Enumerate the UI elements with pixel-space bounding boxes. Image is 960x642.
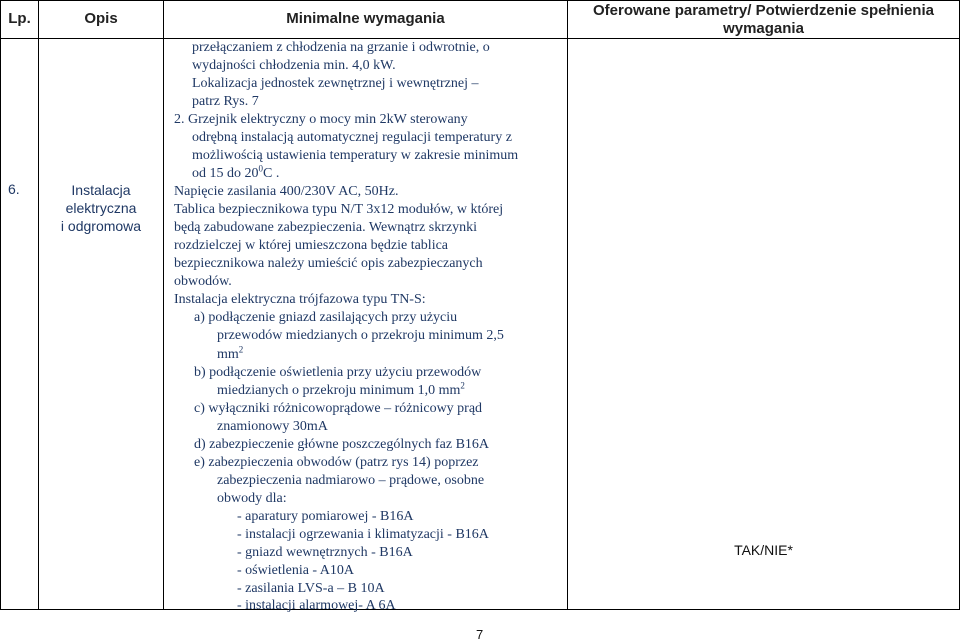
dash-item: - instalacji ogrzewania i klimatyzacji - B16A <box>237 527 489 542</box>
list-b-text: miedzianych o przekroju minimum 1,0 mm <box>217 383 461 398</box>
degree-mark: 0 <box>258 163 263 174</box>
row-lp: 6. <box>8 181 20 197</box>
table-border-top <box>0 0 960 1</box>
answer-tak-nie: TAK/NIE* <box>734 542 793 558</box>
elec-line: Instalacja elektryczna trójfazowa typu TN-S: <box>174 292 426 307</box>
elec-line: Tablica bezpiecznikowa typu N/T 3x12 modułów, w której <box>174 202 504 217</box>
page-number: 7 <box>476 627 484 642</box>
temp-unit: C . <box>263 166 280 181</box>
header-offer-line2: wymagania <box>723 20 804 37</box>
req-line: przełączaniem z chłodzenia na grzanie i odwrotnie, o <box>192 40 490 55</box>
opis-line: Instalacja <box>71 182 131 198</box>
elec-line: Napięcie zasilania 400/230V AC, 50Hz. <box>174 184 399 199</box>
header-min-requirements: Minimalne wymagania <box>286 10 445 27</box>
dash-item: - zasilania LVS-a – B 10A <box>237 581 385 596</box>
list-item-d: d) zabezpieczenie główne poszczególnych faz B16A <box>194 437 490 452</box>
elec-line: rozdzielczej w której umieszczona będzie tablica <box>174 238 449 253</box>
opis-line: elektryczna <box>65 200 137 216</box>
req-line: odrębną instalacją automatycznej regulacji temperatury z <box>192 130 512 145</box>
header-opis: Opis <box>84 10 118 27</box>
list-item-e-cont: zabezpieczenia nadmiarowo – prądowe, osobne <box>217 473 485 488</box>
req-line-temperature <box>192 165 279 183</box>
list-item-e-cont: obwody dla: <box>217 491 287 506</box>
col-divider-3 <box>567 0 568 610</box>
header-offer-line1: Oferowane parametry/ Potwierdzenie spełnienia <box>593 2 934 19</box>
dash-item: - gniazd wewnętrznych - B16A <box>237 545 413 560</box>
unit-mm: mm <box>217 347 239 362</box>
list-item-a-cont: przewodów miedzianych o przekroju minimum 2,5 <box>217 328 504 343</box>
dash-item: - instalacji alarmowej- A 6A <box>237 598 396 613</box>
dash-item: - oświetlenia - A10A <box>237 563 355 578</box>
list-item-c-cont: znamionowy 30mA <box>217 419 328 434</box>
elec-line: bezpiecznikowa należy umieścić opis zabezpieczanych <box>174 256 483 271</box>
req-line: Lokalizacja jednostek zewnętrznej i wewnętrznej – <box>192 76 479 91</box>
list-item-b: b) podłączenie oświetlenia przy użyciu przewodów <box>194 365 482 380</box>
header-lp: Lp. <box>8 10 31 27</box>
temp-range: od 15 do 20 <box>192 166 259 181</box>
req-line: patrz Rys. 7 <box>192 94 259 109</box>
req-line: 2. Grzejnik elektryczny o mocy min 2kW sterowany <box>174 112 468 127</box>
table-border-bottom <box>0 609 960 610</box>
col-divider-1 <box>38 0 39 610</box>
list-item-b-cont <box>217 382 465 400</box>
elec-line: obwodów. <box>174 274 232 289</box>
list-item-a-cont <box>217 346 243 364</box>
req-line: możliwością ustawienia temperatury w zakresie minimum <box>192 148 519 163</box>
list-item-e: e) zabezpieczenia obwodów (patrz rys 14) poprzez <box>194 455 479 470</box>
superscript-2: 2 <box>238 344 244 355</box>
req-line: wydajności chłodzenia min. 4,0 kW. <box>192 58 396 73</box>
col-divider-2 <box>163 0 164 610</box>
dash-item: - aparatury pomiarowej - B16A <box>237 509 414 524</box>
list-item-a: a) podłączenie gniazd zasilających przy użyciu <box>194 310 458 325</box>
table-border-left <box>0 0 1 610</box>
superscript-2: 2 <box>460 380 465 391</box>
list-item-c: c) wyłączniki różnicowoprądowe – różnicowy prąd <box>194 401 483 416</box>
elec-line: będą zabudowane zabezpieczenia. Wewnątrz skrzynki <box>174 220 477 235</box>
row-opis <box>39 181 163 235</box>
opis-line: i odgromowa <box>60 218 142 234</box>
